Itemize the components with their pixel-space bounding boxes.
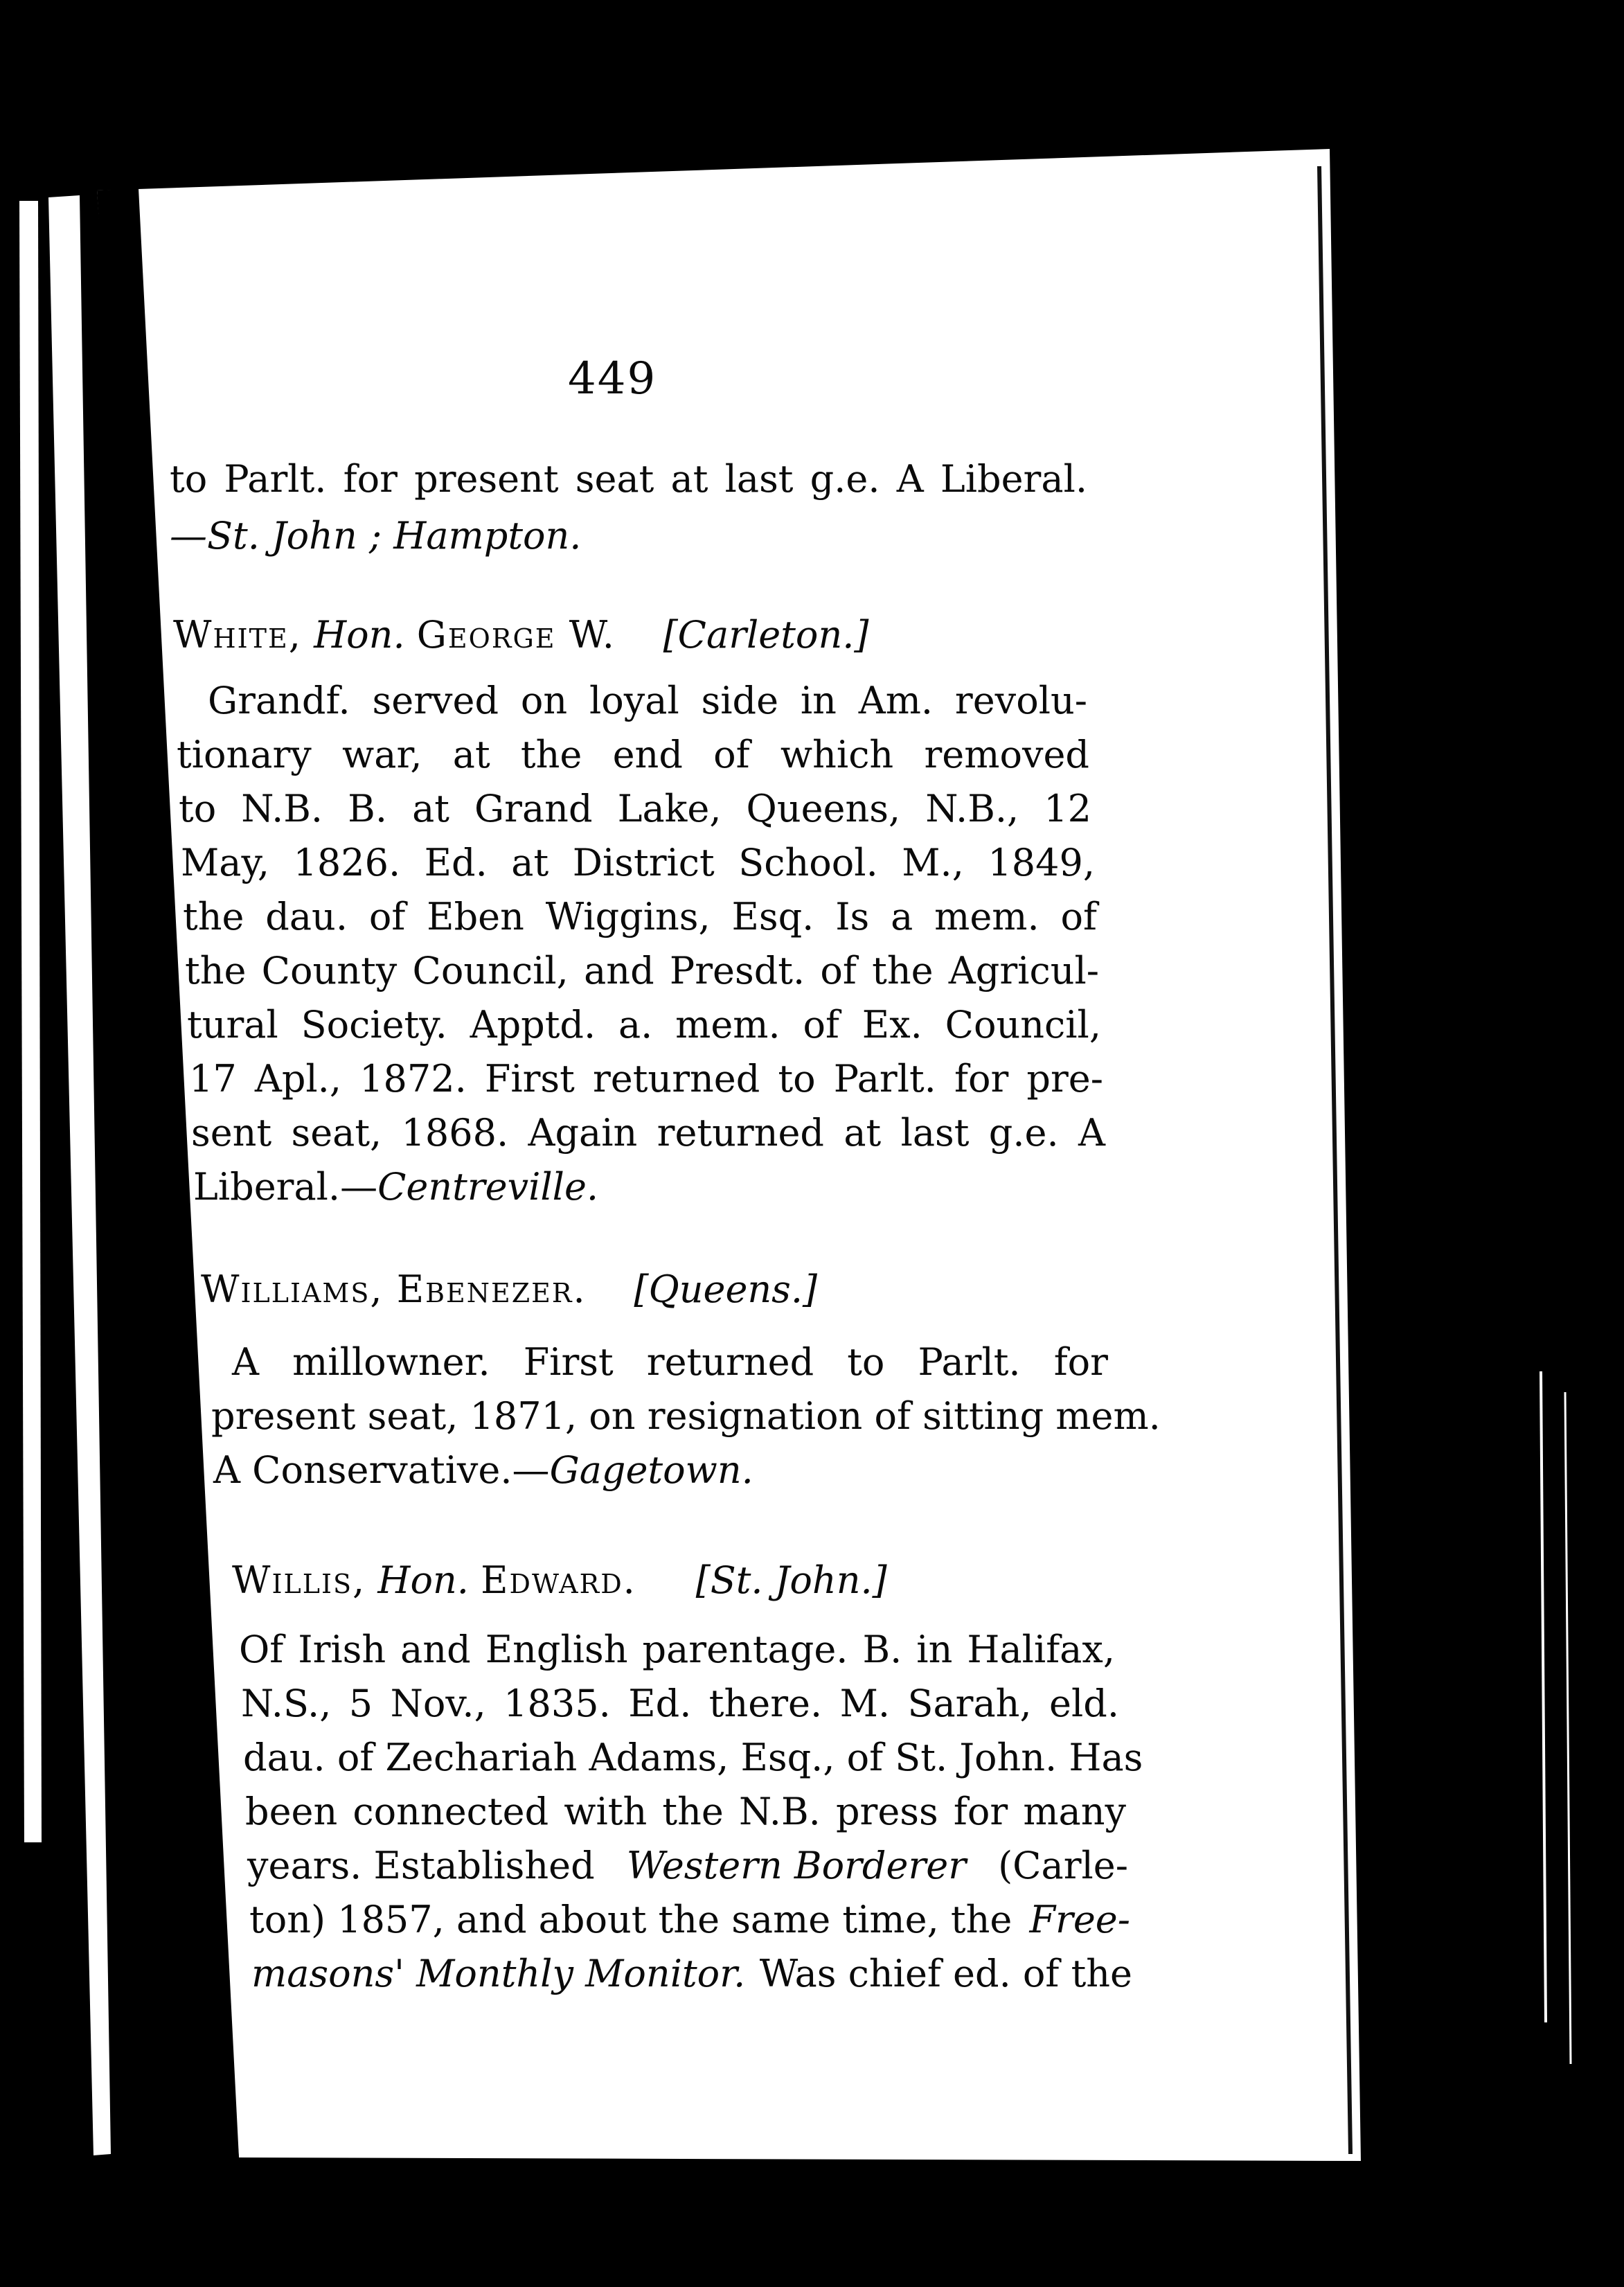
entry-heading: [201, 1267, 817, 1312]
entry-text: years. Established: [247, 1844, 595, 1887]
entry-surname: Williams, Ebenezer.: [201, 1267, 587, 1311]
entry-line: Grandf. served on loyal side in Am. revolu-: [208, 679, 1087, 722]
entry-line: present seat, 1871, on resignation of sitting mem.: [211, 1394, 1161, 1438]
entry-line: the County Council, and Presdt. of the Agricul-: [185, 949, 1099, 993]
entry-line: [247, 1844, 1128, 1888]
entry-line: May, 1826. Ed. at District School. M., 1849,: [181, 841, 1095, 884]
entry-given-name: Edward.: [481, 1558, 636, 1602]
publication-title: Free-: [1029, 1898, 1130, 1941]
entry-line: been connected with the N.B. press for many: [245, 1790, 1126, 1833]
entry-line: [193, 1165, 598, 1209]
residence: Centreville.: [377, 1165, 599, 1209]
entry-line: dau. of Zechariah Adams, Esq., of St. John. Has: [243, 1736, 1143, 1779]
entry-line: sent seat, 1868. Again returned at last g.e. A: [191, 1111, 1105, 1155]
entry-text: (Carle-: [998, 1844, 1128, 1887]
entry-given-name: George W.: [416, 613, 616, 657]
entry-line: [249, 1898, 1130, 1942]
page-number: 449: [568, 353, 657, 404]
publication-title: Western Borderer: [626, 1844, 967, 1887]
entry-line: —St. John ; Hampton.: [170, 514, 582, 558]
entry-surname: Willis,: [232, 1558, 366, 1602]
entry-constituency: [St. John.]: [695, 1558, 887, 1602]
entry-constituency: [Queens.]: [634, 1267, 818, 1311]
entry-text: Was chief ed. of the: [759, 1952, 1132, 1995]
entry-line: to N.B. B. at Grand Lake, Queens, N.B., 12: [179, 787, 1091, 830]
publication-title: masons' Monthly Monitor.: [251, 1952, 746, 1995]
entry-surname: White,: [173, 613, 302, 657]
entry-line: [251, 1952, 1132, 1996]
party-label: Liberal.—: [193, 1165, 378, 1209]
entry-text: ton) 1857, and about the same time, the: [249, 1898, 1012, 1941]
entry-constituency: [Carleton.]: [663, 613, 869, 657]
entry-line: tural Society. Apptd. a. mem. of Ex. Council,: [187, 1003, 1101, 1047]
entry-line: 17 Apl., 1872. First returned to Parlt. for pre-: [189, 1057, 1103, 1101]
entry-line: tionary war, at the end of which removed: [177, 733, 1089, 776]
entry-line: [213, 1448, 753, 1493]
entry-honorific: Hon.: [377, 1558, 469, 1602]
entry-line: to Parlt. for present seat at last g.e. A Liberal.: [170, 457, 1087, 501]
entry-heading: [173, 613, 868, 657]
entry-line: the dau. of Eben Wiggins, Esq. Is a mem. of: [183, 895, 1097, 938]
entry-line: N.S., 5 Nov., 1835. Ed. there. M. Sarah, eld.: [241, 1682, 1119, 1725]
entry-heading: [232, 1558, 887, 1603]
party-label: A Conservative.—: [213, 1448, 550, 1492]
entry-line: Of Irish and English parentage. B. in Halifax,: [239, 1628, 1115, 1671]
entry-line: A millowner. First returned to Parlt. for: [232, 1340, 1108, 1384]
residence: Gagetown.: [549, 1448, 753, 1492]
entry-honorific: Hon.: [314, 613, 405, 657]
